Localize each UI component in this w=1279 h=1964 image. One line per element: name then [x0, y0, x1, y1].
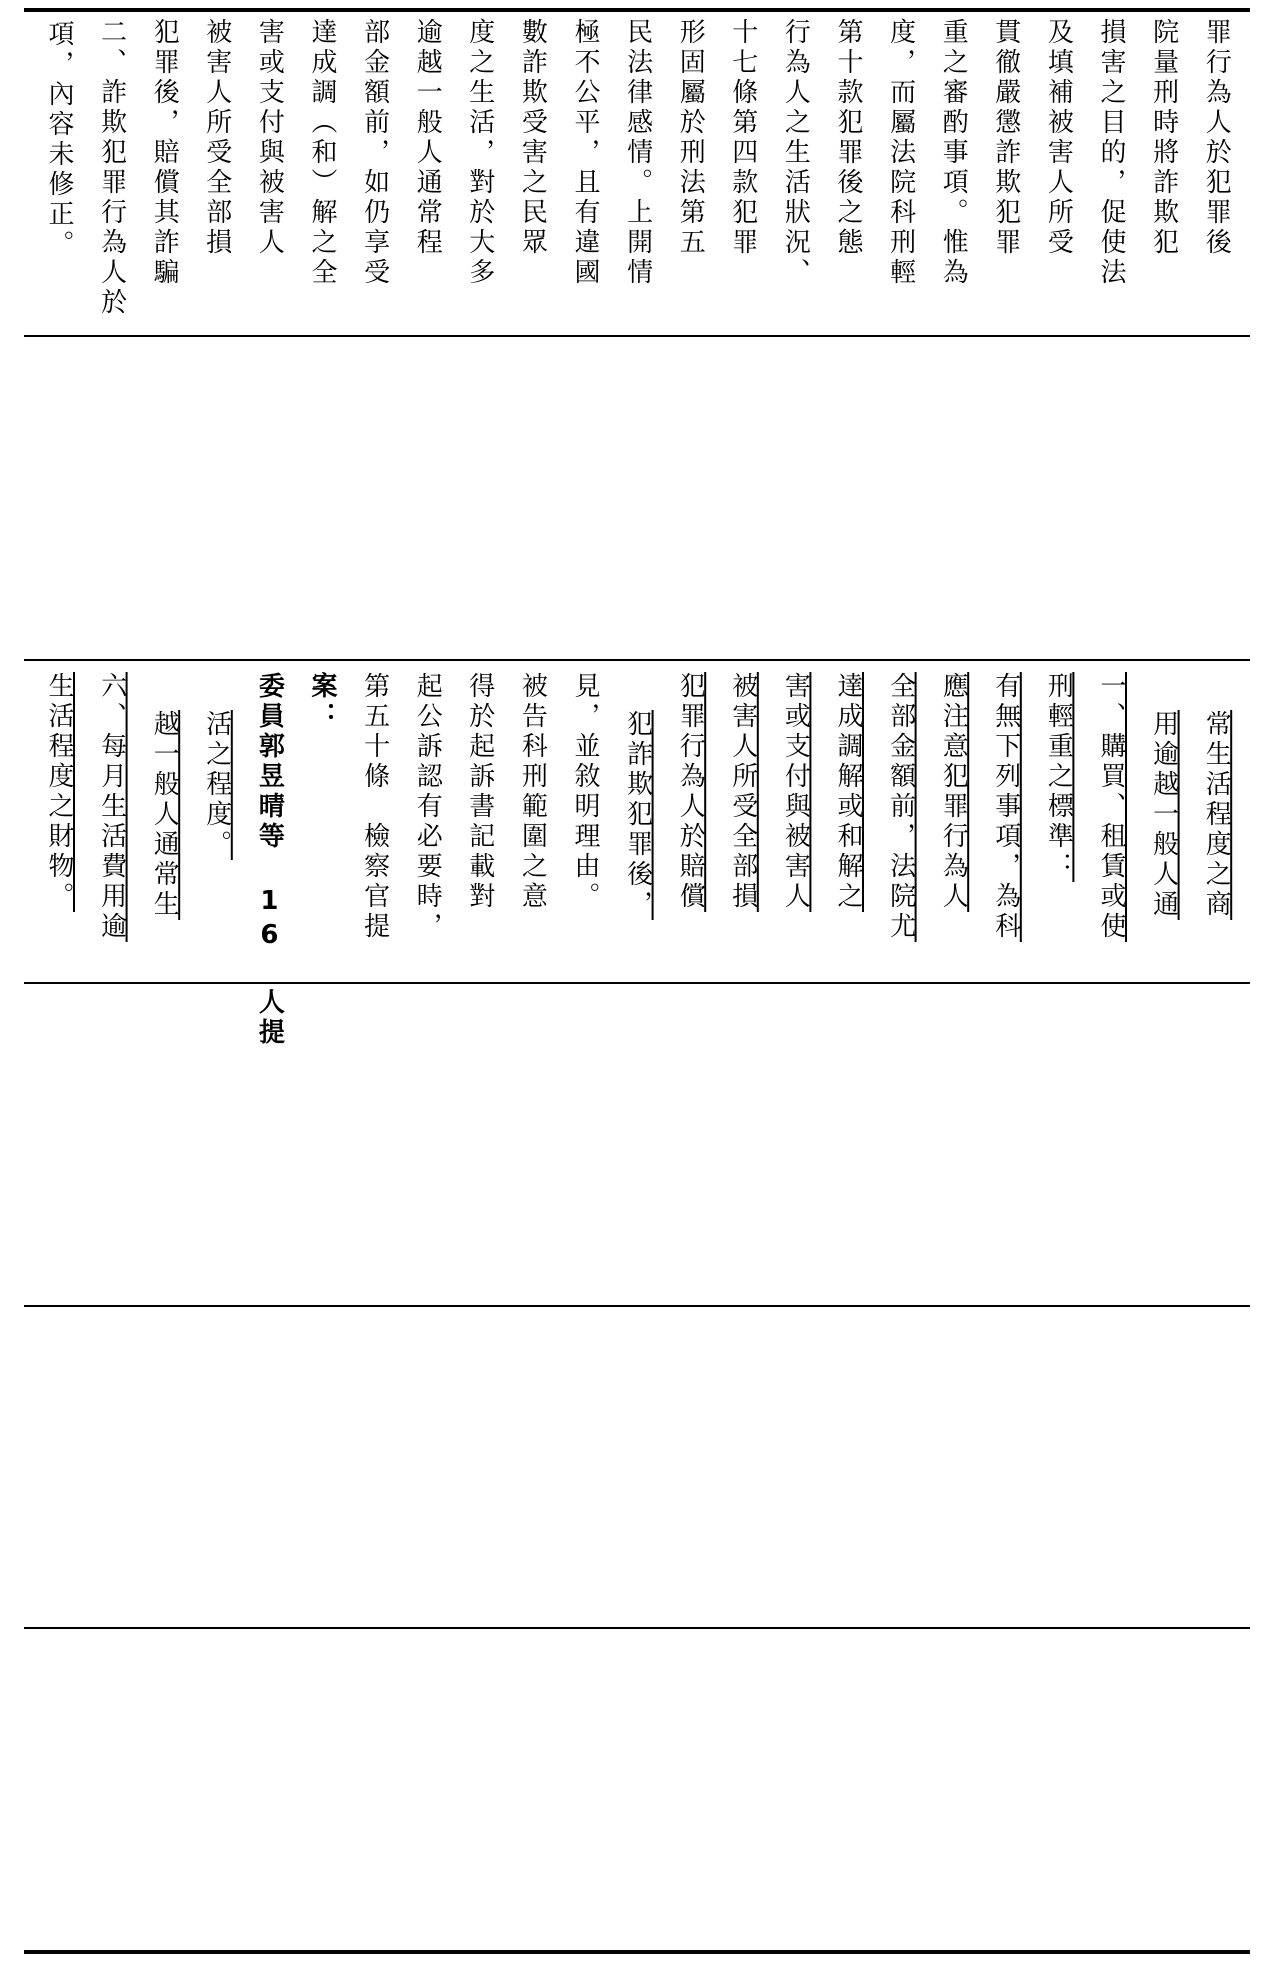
column-text: 刑輕重之標準：	[1043, 672, 1074, 882]
text-column	[40, 672, 78, 912]
column-text: 用逾越一般人通	[1148, 710, 1179, 920]
column-text: 應注意犯罪行為人	[938, 672, 969, 912]
text-column: 行為人之生活狀況、	[780, 18, 811, 288]
text-column: 罪行為人於犯罪後	[1201, 18, 1232, 258]
text-column: 二、詐欺犯罪行為人於	[96, 18, 127, 318]
text-column: 院量刑時將詐欺犯	[1148, 18, 1179, 258]
row-divider-1	[24, 335, 1250, 337]
column-text: 越一般人通常生	[149, 710, 180, 920]
column-text: 第五十條 檢察官提	[359, 672, 390, 942]
text-column: 重之審酌事項。惟為	[938, 18, 969, 288]
text-column	[513, 672, 551, 912]
text-column: 極不公平，且有違國	[570, 18, 600, 288]
column-text: 被害人所受全部損	[727, 672, 758, 912]
text-column: 第十款犯罪後之態	[833, 18, 863, 258]
text-column: 害或支付與被害人	[254, 18, 285, 258]
text-column: 民法律感情。上開情	[622, 18, 653, 288]
column-text: 達成調解或和解之	[833, 672, 863, 912]
text-column	[408, 672, 446, 942]
text-column	[882, 672, 920, 942]
text-column: 度之生活，對於大多	[464, 18, 495, 288]
text-column: 逾越一般人通常程	[412, 18, 443, 258]
text-column: 損害之目的，促使法	[1096, 18, 1126, 288]
column-text: 得於起訴書記載對	[464, 672, 495, 912]
text-column	[829, 672, 867, 912]
text-column	[461, 672, 499, 912]
text-column	[566, 672, 604, 912]
bottom-border	[24, 1950, 1250, 1954]
text-column: 項，內容未修正。	[44, 20, 74, 260]
row-divider-2	[24, 659, 1250, 661]
text-column	[671, 672, 709, 912]
column-text: 一、購買、租賃或使	[1096, 672, 1126, 942]
column-text: 六、每月生活費用逾	[96, 672, 127, 942]
column-text: 見，並敘明理由。	[570, 672, 600, 912]
text-column: 犯罪後，賠償其詐騙	[149, 18, 180, 288]
text-column	[145, 710, 183, 920]
row-divider-5	[24, 1627, 1250, 1629]
text-column: 部金額前，如仍享受	[359, 18, 390, 288]
column-text: 被告科刑範圍之意	[517, 672, 548, 912]
text-column: 貫徹嚴懲詐欺犯罪	[990, 18, 1021, 258]
text-column: 達成調（和）解之全	[307, 18, 337, 288]
text-column: 度，而屬法院科刑輕	[885, 18, 916, 288]
column-text: 犯罪行為人於賠償	[675, 672, 706, 912]
row-divider-4	[24, 1305, 1250, 1307]
text-column: 數詐欺受害之民眾	[517, 18, 548, 258]
column-text: 犯詐欺犯罪後，	[622, 710, 653, 920]
text-column	[776, 672, 814, 912]
text-column	[356, 672, 394, 942]
text-column	[987, 672, 1025, 942]
text-column: 形固屬於刑法第五	[675, 18, 706, 258]
column-text: 委員郭昱晴等 16 人提	[254, 672, 285, 1048]
column-text: 常生活程度之商	[1201, 710, 1232, 920]
text-column	[934, 672, 972, 912]
top-border	[24, 8, 1250, 12]
text-column: 十七條第四款犯罪	[727, 18, 758, 258]
column-text: 全部金額前，法院尤	[885, 672, 916, 942]
text-column	[724, 672, 762, 912]
text-column	[198, 710, 236, 860]
column-text: 起公訴認有必要時，	[412, 672, 443, 942]
row-divider-3	[24, 982, 1250, 984]
proposal-heading	[303, 672, 341, 732]
text-column	[1092, 672, 1130, 942]
proposal-heading	[250, 672, 288, 1048]
column-text: 案：	[307, 672, 337, 732]
text-column	[1145, 710, 1183, 920]
text-column	[93, 672, 131, 942]
text-column	[1197, 710, 1235, 920]
column-text: 有無下列事項，為科	[990, 672, 1021, 942]
text-column	[1039, 672, 1077, 882]
text-column: 被害人所受全部損	[201, 18, 232, 258]
text-column: 及填補被害人所受	[1043, 18, 1074, 258]
column-text: 活之程度。	[201, 710, 232, 860]
text-column	[619, 710, 657, 920]
column-text: 害或支付與被害人	[780, 672, 811, 912]
column-text: 生活程度之財物。	[44, 672, 74, 912]
